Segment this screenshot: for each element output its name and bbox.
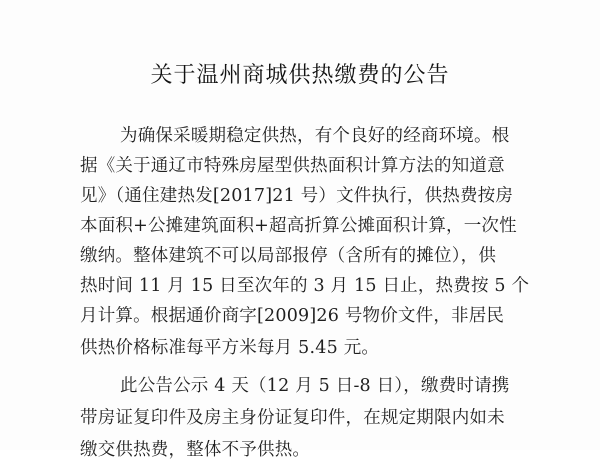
notice-title: 关于温州商城供热缴费的公告 xyxy=(150,63,450,88)
paragraph-1-line-6: 热时间 11 月 15 日至次年的 3 月 15 日止，热费按 5 个 xyxy=(80,276,530,296)
paragraph-1-line-2: 据《关于通辽市特殊房屋型供热面积计算方法的知道意 xyxy=(80,156,505,176)
paragraph-1-line-1: 为确保采暖期稳定供热，有个良好的经商环境。根 xyxy=(120,126,510,146)
paragraph-1-line-4: 本面积+公摊建筑面积+超高折算公摊面积计算，一次性 xyxy=(80,216,517,236)
paragraph-1-line-8: 供热价格标准每平方米每月 5.45 元。 xyxy=(80,338,380,358)
paragraph-1-line-3: 见》（通住建热发[2017]21 号）文件执行，供热费按房 xyxy=(80,186,514,206)
paragraph-1-line-5: 缴纳。整体建筑不可以局部报停（含所有的摊位），供 xyxy=(80,246,497,266)
paragraph-2-line-1: 此公告公示 4 天（12 月 5 日-8 日），缴费时请携 xyxy=(120,376,510,396)
paragraph-1-line-7: 月计算。根据通价商字[2009]26 号物价文件，非居民 xyxy=(80,306,505,326)
paragraph-2-line-3: 缴交供热费，整体不予供热。 xyxy=(80,440,311,460)
paragraph-2-line-2: 带房证复印件及房主身份证复印件，在规定期限内如未 xyxy=(80,408,505,428)
